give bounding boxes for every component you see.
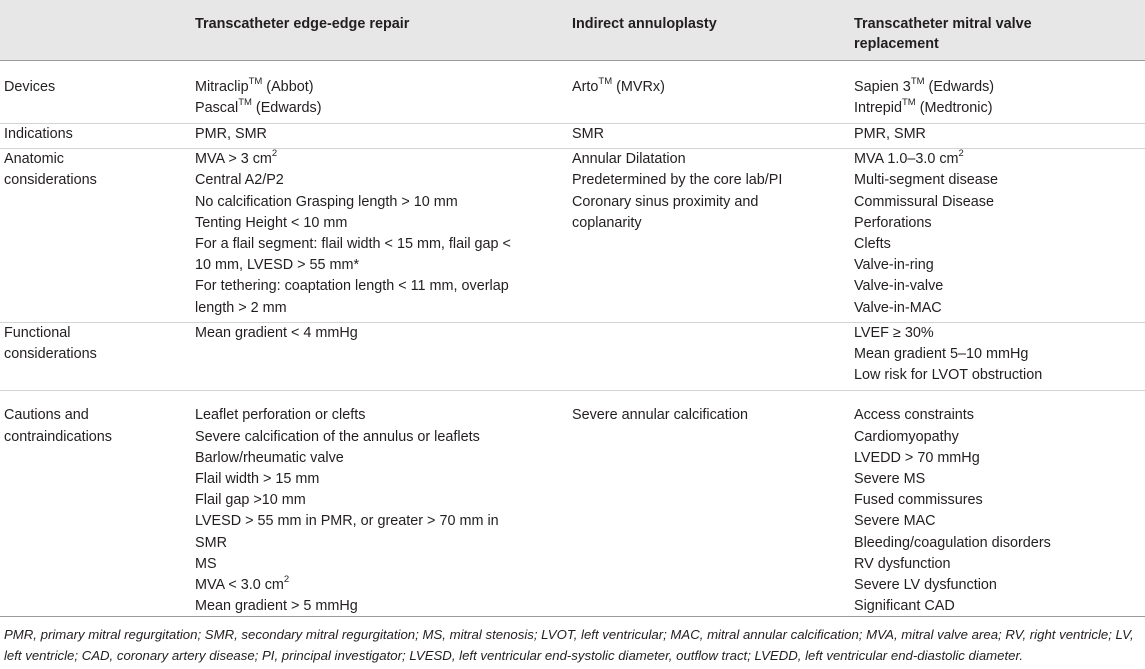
cell-text: Mean gradient > 5 mmHg: [195, 598, 358, 615]
cell-line: [854, 323, 1145, 344]
cell-text: Leaflet perforation or clefts: [195, 407, 366, 424]
cell-text: Mean gradient < 4 mmHg: [195, 324, 358, 341]
header-cell-indirect-annuloplasty: Indirect annuloplasty: [572, 16, 717, 32]
header-cell-edge-edge-repair: Transcatheter edge-edge repair: [195, 16, 410, 32]
cell-text: MVA < 3.0 cm: [195, 576, 284, 593]
cell-text: Cardiomyopathy: [854, 428, 959, 445]
cell-line: [854, 405, 1145, 426]
cell-text: LVEDD > 70 mmHg: [854, 449, 980, 466]
table-row: [0, 391, 1145, 624]
cell-text: Valve-in-valve: [854, 278, 944, 295]
cell-text: Central A2/P2: [195, 172, 284, 189]
table-row: [0, 322, 1145, 391]
cell-text: Severe MAC: [854, 513, 936, 530]
cell-repair: [195, 123, 572, 148]
cell-text: Intrepid: [854, 99, 902, 116]
cell-text-suffix: (Edwards): [924, 78, 995, 95]
cell-line: [195, 427, 512, 448]
superscript: TM: [598, 75, 613, 87]
cell-line: [854, 255, 1145, 276]
cell-annuloplasty: [572, 149, 854, 323]
cell-text: Mitraclip: [195, 78, 249, 95]
cell-text: Valve-in-ring: [854, 257, 934, 274]
row-label: Anatomic considerations: [0, 149, 195, 323]
cell-replacement: [854, 60, 1145, 123]
cell-line: [854, 596, 1145, 617]
cell-annuloplasty: [572, 123, 854, 148]
cell-text-suffix: (Abbot): [262, 78, 314, 95]
cell-line: [195, 575, 512, 596]
cell-line: [572, 405, 824, 426]
cell-line: [854, 77, 1145, 98]
cell-repair: [195, 322, 572, 391]
cell-text: Multi-segment disease: [854, 172, 998, 189]
cell-text: PMR, SMR: [195, 125, 267, 142]
cell-line: [854, 448, 1145, 469]
cell-line: [195, 323, 512, 344]
cell-line: [854, 511, 1145, 532]
cell-text: Commissural Disease: [854, 193, 994, 210]
cell-text: For tethering: coaptation length < 11 mm, overlap length > 2 mm: [195, 278, 509, 316]
superscript: 2: [958, 148, 964, 160]
row-label: Indications: [0, 123, 195, 148]
cell-text: MS: [195, 555, 217, 572]
superscript: 2: [283, 574, 290, 586]
cell-replacement: [854, 123, 1145, 148]
cell-text: Sapien 3: [854, 78, 911, 95]
cell-text: Flail gap >10 mm: [195, 492, 306, 509]
cell-line: [195, 596, 512, 617]
cell-line: [195, 213, 512, 234]
table-row: [0, 149, 1145, 323]
cell-text: Arto: [572, 78, 599, 95]
cell-text: Access constraints: [854, 407, 974, 424]
cell-text-suffix: (Medtronic): [915, 99, 993, 116]
footer-rule: [0, 616, 1145, 617]
header-cell-mitral-valve-replacement: Transcatheter mitral valve replacement: [854, 16, 1032, 52]
cell-repair: [195, 149, 572, 323]
cell-line: [195, 77, 512, 98]
cell-line: [572, 149, 824, 170]
cell-text: PMR, SMR: [854, 125, 926, 142]
cell-line: [854, 124, 1145, 145]
cell-annuloplasty: [572, 60, 854, 123]
cell-replacement: [854, 391, 1145, 624]
row-label: Devices: [0, 60, 195, 123]
cell-text: MVA 1.0–3.0 cm: [854, 151, 959, 168]
cell-line: [854, 298, 1145, 319]
cell-repair: [195, 391, 572, 624]
row-label: Cautions and contraindications: [0, 391, 195, 624]
cell-line: [854, 213, 1145, 234]
cell-text: MVA > 3 cm: [195, 151, 272, 168]
superscript: TM: [902, 96, 916, 108]
cell-line: [854, 344, 1145, 365]
cell-annuloplasty: [572, 391, 854, 624]
cell-text: Clefts: [854, 235, 891, 252]
cell-line: [195, 234, 512, 276]
cell-text: SMR: [572, 125, 604, 142]
cell-line: [854, 554, 1145, 575]
cell-line: [195, 149, 512, 170]
cell-line: [854, 234, 1145, 255]
cell-line: [195, 469, 512, 490]
cell-text: Flail width > 15 mm: [195, 470, 320, 487]
cell-text: For a flail segment: flail width < 15 mm, flail gap < 10 mm, LVESD > 55 mm*: [195, 235, 511, 274]
cell-text: Barlow/rheumatic valve: [195, 449, 344, 466]
cell-line: [195, 448, 512, 469]
cell-text: Valve-in-MAC: [854, 299, 942, 316]
cell-text: Severe calcification of the annulus or leaflets: [195, 428, 480, 445]
cell-line: [195, 511, 512, 553]
superscript: 2: [271, 148, 278, 160]
superscript: TM: [238, 96, 252, 108]
header-cell-blank: [0, 0, 195, 60]
cell-line: [854, 469, 1145, 490]
cell-line: [854, 170, 1145, 191]
cell-text: Pascal: [195, 99, 239, 116]
cell-line: [854, 533, 1145, 554]
table-footnote: PMR, primary mitral regurgitation; SMR, secondary mitral regurgitation; MS, mitral stenosis; LVOT, left ventricular; MAC, mitral annular calcification; MVA, mitral valve area; RV, right ventricle; LV, left ventricle; CAD, coronary artery disease; PI, principal investigator; LVESD, left ventricular end-systolic diameter, outflow tract; LVEDD, left ventricular end-diastolic diameter.: [4, 627, 1134, 663]
cell-line: [195, 276, 512, 318]
cell-text: No calcification Grasping length > 10 mm: [195, 193, 458, 210]
cell-line: [572, 192, 824, 234]
cell-replacement: [854, 322, 1145, 391]
table-row: [0, 123, 1145, 148]
row-label: Functional considerations: [0, 322, 195, 391]
cell-line: [572, 77, 824, 98]
cell-line: [854, 575, 1145, 596]
cell-text: Significant CAD: [854, 598, 955, 615]
cell-text: Fused commissures: [854, 492, 983, 509]
cell-line: [195, 554, 512, 575]
cell-text: Tenting Height < 10 mm: [195, 214, 348, 231]
cell-line: [195, 192, 512, 213]
cell-text-suffix: (MVRx): [612, 78, 665, 95]
cell-annuloplasty: [572, 322, 854, 391]
cell-replacement: [854, 149, 1145, 323]
cell-text: LVEF ≥ 30%: [854, 324, 934, 341]
cell-text: Bleeding/coagulation disorders: [854, 534, 1051, 551]
cell-line: [572, 170, 824, 191]
cell-text: Predetermined by the core lab/PI: [572, 172, 783, 189]
cell-line: [854, 427, 1145, 448]
cell-text: Severe annular calcification: [572, 407, 748, 424]
cell-line: [195, 124, 512, 145]
cell-line: [854, 192, 1145, 213]
cell-text: Mean gradient 5–10 mmHg: [854, 345, 1029, 362]
cell-line: [854, 490, 1145, 511]
cell-text: Low risk for LVOT obstruction: [854, 367, 1043, 384]
cell-text: RV dysfunction: [854, 555, 951, 572]
table-row: [0, 60, 1145, 123]
cell-line: [195, 490, 512, 511]
cell-repair: [195, 60, 572, 123]
cell-line: [195, 170, 512, 191]
cell-line: [854, 365, 1145, 386]
cell-text: LVESD > 55 mm in PMR, or greater > 70 mm in SMR: [195, 513, 499, 551]
cell-line: [854, 276, 1145, 297]
table-body: [0, 60, 1145, 623]
cell-text: Coronary sinus proximity and coplanarity: [572, 193, 759, 231]
cell-line: [572, 124, 824, 145]
cell-text: Severe MS: [854, 470, 926, 487]
cell-text-suffix: (Edwards): [251, 99, 322, 116]
cell-line: [195, 405, 512, 426]
superscript: TM: [910, 75, 925, 87]
cell-text: Severe LV dysfunction: [854, 576, 997, 593]
cell-text: Perforations: [854, 214, 932, 231]
header-row: [0, 0, 1145, 60]
cell-line: [195, 98, 512, 119]
superscript: TM: [248, 75, 263, 87]
cell-text: Annular Dilatation: [572, 151, 686, 168]
cell-line: [854, 149, 1145, 170]
cell-line: [854, 98, 1145, 119]
